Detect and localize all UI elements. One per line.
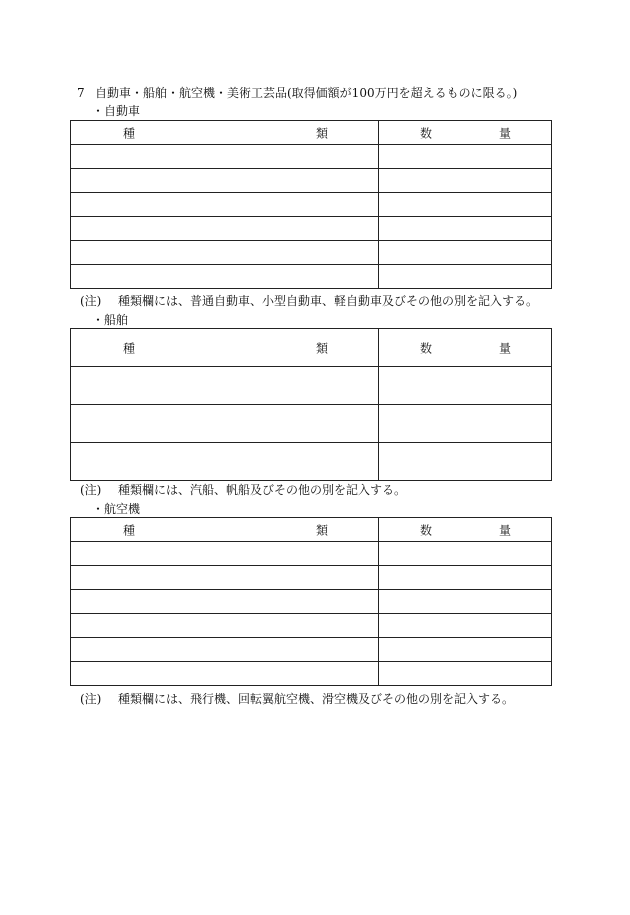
- car-table: [70, 120, 552, 289]
- table-row: [71, 662, 552, 686]
- ship-note: [80, 481, 406, 498]
- table-row: [71, 217, 552, 241]
- car-qty-header-char2: 量: [499, 126, 512, 140]
- aircraft-note-text: 種類欄には、飛行機、回転翼航空機、滑空機及びその他の別を記入する。: [118, 692, 515, 706]
- car-label: ・自動車: [92, 104, 141, 118]
- car-qty-cell[interactable]: [379, 265, 552, 289]
- car-note-tag: (注): [80, 294, 102, 308]
- aircraft-qty-cell[interactable]: [379, 638, 552, 662]
- aircraft-qty-header: [379, 518, 552, 542]
- aircraft-qty-cell[interactable]: [379, 590, 552, 614]
- car-type-header-char1: 種: [123, 126, 136, 140]
- aircraft-type-cell[interactable]: [71, 614, 379, 638]
- car-qty-cell[interactable]: [379, 217, 552, 241]
- aircraft-qty-cell[interactable]: [379, 542, 552, 566]
- table-row: [71, 443, 552, 481]
- table-row: [71, 590, 552, 614]
- aircraft-label: ・航空機: [92, 502, 141, 516]
- ship-note-tag: (注): [80, 483, 102, 497]
- car-type-cell[interactable]: [71, 145, 379, 169]
- car-type-header-char2: 類: [316, 126, 329, 140]
- aircraft-type-cell[interactable]: [71, 566, 379, 590]
- table-row: [71, 265, 552, 289]
- table-row: [71, 193, 552, 217]
- table-row: [71, 367, 552, 405]
- aircraft-qty-cell[interactable]: [379, 566, 552, 590]
- aircraft-type-cell[interactable]: [71, 542, 379, 566]
- aircraft-note: [80, 690, 514, 707]
- ship-qty-cell[interactable]: [379, 405, 552, 443]
- table-row: [71, 614, 552, 638]
- ship-type-cell[interactable]: [71, 367, 379, 405]
- section-title: 自動車・船舶・航空機・美術工芸品(取得価額が100万円を超えるものに限る。): [95, 86, 518, 100]
- ship-qty-header-char2: 量: [499, 341, 512, 355]
- aircraft-type-cell[interactable]: [71, 590, 379, 614]
- ship-note-text: 種類欄には、汽船、帆船及びその他の別を記入する。: [118, 483, 407, 497]
- aircraft-qty-cell[interactable]: [379, 662, 552, 686]
- section-number: 7: [77, 86, 85, 100]
- car-note-text: 種類欄には、普通自動車、小型自動車、軽自動車及びその他の別を記入する。: [118, 294, 539, 308]
- aircraft-type-header: [71, 518, 379, 542]
- car-qty-header: [379, 121, 552, 145]
- table-row: [71, 145, 552, 169]
- car-type-header: [71, 121, 379, 145]
- ship-qty-header-char1: 数: [420, 341, 433, 355]
- aircraft-note-tag: (注): [80, 692, 102, 706]
- ship-type-header-char2: 類: [316, 341, 329, 355]
- aircraft-table: [70, 517, 552, 686]
- ship-qty-header: [379, 329, 552, 367]
- aircraft-qty-header-char1: 数: [420, 523, 433, 537]
- car-type-cell[interactable]: [71, 169, 379, 193]
- car-type-cell[interactable]: [71, 241, 379, 265]
- aircraft-type-header-char1: 種: [123, 523, 136, 537]
- table-row: [71, 241, 552, 265]
- ship-table: [70, 328, 552, 481]
- car-header-row: [71, 121, 552, 145]
- ship-qty-cell[interactable]: [379, 367, 552, 405]
- aircraft-qty-cell[interactable]: [379, 614, 552, 638]
- ship-type-header: [71, 329, 379, 367]
- car-type-cell[interactable]: [71, 193, 379, 217]
- aircraft-type-cell[interactable]: [71, 662, 379, 686]
- ship-qty-cell[interactable]: [379, 443, 552, 481]
- ship-type-header-char1: 種: [123, 341, 136, 355]
- ship-type-cell[interactable]: [71, 405, 379, 443]
- car-qty-cell[interactable]: [379, 169, 552, 193]
- ship-type-cell[interactable]: [71, 443, 379, 481]
- aircraft-type-cell[interactable]: [71, 638, 379, 662]
- table-row: [71, 638, 552, 662]
- aircraft-header-row: [71, 518, 552, 542]
- ship-header-row: [71, 329, 552, 367]
- car-qty-cell[interactable]: [379, 145, 552, 169]
- ship-label: ・船舶: [92, 313, 129, 327]
- car-type-cell[interactable]: [71, 265, 379, 289]
- car-type-cell[interactable]: [71, 217, 379, 241]
- table-row: [71, 169, 552, 193]
- car-qty-header-char1: 数: [420, 126, 433, 140]
- aircraft-qty-header-char2: 量: [499, 523, 512, 537]
- table-row: [71, 542, 552, 566]
- car-note: [80, 292, 538, 309]
- section-heading: [77, 84, 517, 101]
- aircraft-type-header-char2: 類: [316, 523, 329, 537]
- car-qty-cell[interactable]: [379, 241, 552, 265]
- table-row: [71, 405, 552, 443]
- car-qty-cell[interactable]: [379, 193, 552, 217]
- table-row: [71, 566, 552, 590]
